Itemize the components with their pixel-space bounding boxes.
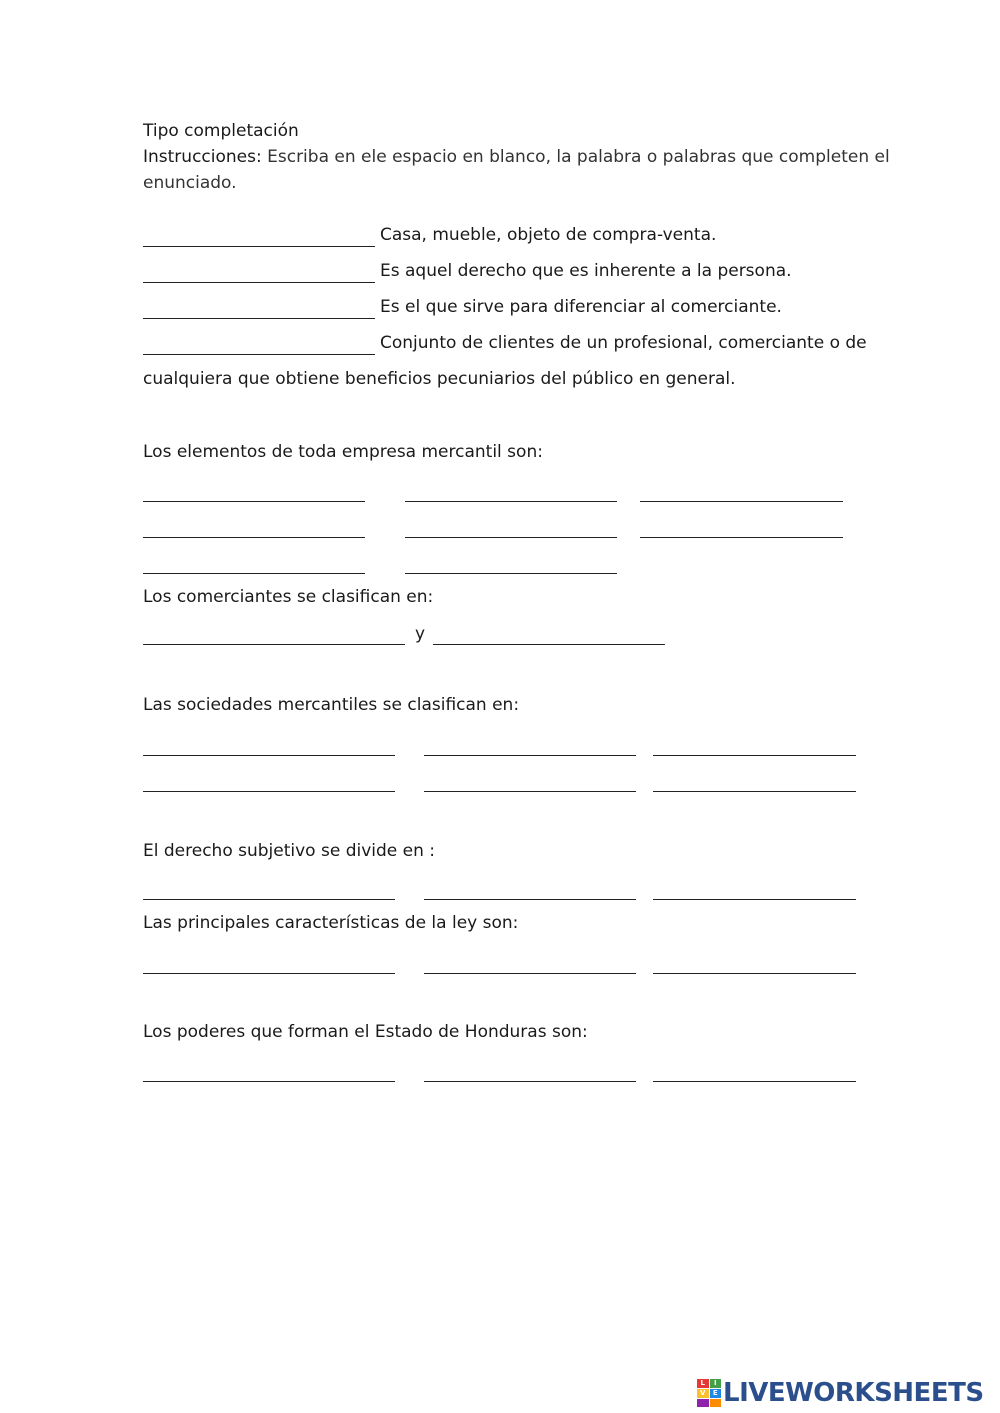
definition-text-3: Es el que sirve para diferenciar al comerciante. — [380, 297, 782, 317]
answer-blank[interactable] — [640, 474, 843, 502]
question-sociedades: Las sociedades mercantiles se clasifican en: — [143, 695, 520, 715]
definition-text-2: Es aquel derecho que es inherente a la persona. — [380, 261, 792, 281]
answer-blank[interactable] — [653, 728, 856, 756]
answer-blank[interactable] — [143, 728, 395, 756]
answer-blank[interactable] — [143, 946, 395, 974]
answer-blank[interactable] — [653, 872, 856, 900]
worksheet-title: Tipo completación — [143, 121, 299, 141]
answer-blank[interactable] — [143, 872, 395, 900]
definition-blank-2[interactable] — [143, 255, 375, 283]
answer-blank[interactable] — [653, 946, 856, 974]
answer-blank[interactable] — [424, 1054, 636, 1082]
definition-text-4: Conjunto de clientes de un profesional, comerciante o de — [380, 333, 867, 353]
definition-blank-4[interactable] — [143, 327, 375, 355]
question-empresa-elements: Los elementos de toda empresa mercantil son: — [143, 442, 543, 462]
answer-blank[interactable] — [405, 510, 617, 538]
connector-y: y — [415, 624, 426, 644]
question-derecho-subjetivo: El derecho subjetivo se divide en : — [143, 841, 436, 861]
instructions-text: Escriba en ele espacio en blanco, la palabra o palabras que completen el — [267, 147, 890, 167]
instructions-label: Instrucciones: — [143, 147, 262, 167]
answer-blank[interactable] — [640, 510, 843, 538]
answer-blank[interactable] — [143, 617, 405, 645]
instructions-line-2: enunciado. — [143, 173, 237, 193]
answer-blank[interactable] — [433, 617, 665, 645]
answer-blank[interactable] — [405, 546, 617, 574]
answer-blank[interactable] — [143, 510, 365, 538]
liveworksheets-logo — [697, 1378, 984, 1408]
answer-blank[interactable] — [143, 1054, 395, 1082]
answer-blank[interactable] — [143, 764, 395, 792]
answer-blank[interactable] — [653, 764, 856, 792]
answer-blank[interactable] — [405, 474, 617, 502]
answer-blank[interactable] — [143, 546, 365, 574]
answer-blank[interactable] — [424, 946, 636, 974]
definition-blank-1[interactable] — [143, 219, 375, 247]
answer-blank[interactable] — [424, 764, 636, 792]
answer-blank[interactable] — [424, 728, 636, 756]
liveworksheets-logo-text: LIVEWORKSHEETS — [723, 1378, 984, 1408]
question-comerciantes: Los comerciantes se clasifican en: — [143, 587, 434, 607]
question-caracteristicas-ley: Las principales características de la ley son: — [143, 913, 519, 933]
definition-text-4-cont: cualquiera que obtiene beneficios pecuniarios del público en general. — [143, 369, 736, 389]
definition-text-1: Casa, mueble, objeto de compra-venta. — [380, 225, 717, 245]
instructions-line-1 — [143, 149, 890, 166]
liveworksheets-logo-icon: L I V E — [697, 1379, 721, 1407]
definition-blank-3[interactable] — [143, 291, 375, 319]
question-poderes-honduras: Los poderes que forman el Estado de Honduras son: — [143, 1022, 588, 1042]
answer-blank[interactable] — [653, 1054, 856, 1082]
answer-blank[interactable] — [143, 474, 365, 502]
answer-blank[interactable] — [424, 872, 636, 900]
